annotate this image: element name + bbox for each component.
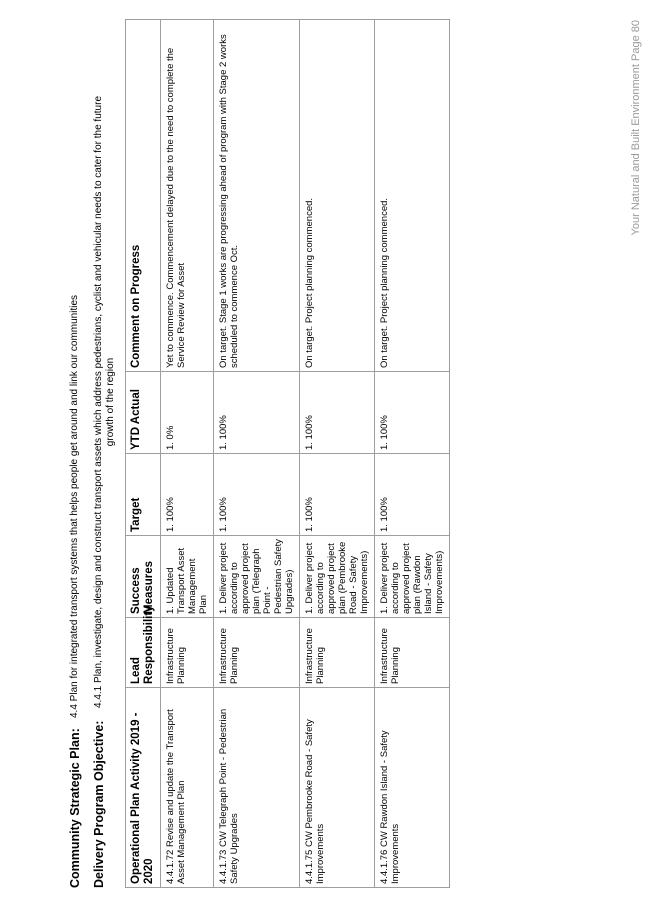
cell-comment: On target. Project planning commenced. — [375, 20, 450, 372]
cell-activity: 4.4.1.76 CW Rawdon Island - Safety Improvements — [375, 688, 450, 888]
program-objective-label: Delivery Program Objective: — [92, 720, 106, 888]
cell-activity: 4.4.1.75 CW Pembrooke Road - Safety Improvements — [300, 688, 375, 888]
operational-plan-table — [125, 19, 450, 888]
cell-ytd: 1. 100% — [375, 372, 450, 454]
header-target: Target — [126, 454, 161, 536]
program-objective-line-2: growth of the region — [105, 357, 116, 447]
cell-activity: 4.4.1.72 Revise and update the Transport Asset Management Plan — [161, 688, 214, 888]
program-objective-line-1: 4.4.1 Plan, investigate, design and construct transport assets which address pedestrians, cyclist and vehicular needs to cater for the future — [93, 95, 104, 708]
cell-activity: 4.4.1.73 CW Telegraph Point - Pedestrian Safety Upgrades — [214, 688, 300, 888]
cell-lead: Infrastructure Planning — [161, 618, 214, 688]
table-row — [375, 20, 450, 888]
cell-ytd: 1. 100% — [214, 372, 300, 454]
cell-target: 1. 100% — [300, 454, 375, 536]
cell-lead: Infrastructure Planning — [300, 618, 375, 688]
header-comment: Comment on Progress — [126, 20, 161, 372]
page-footer: Your Natural and Built Environment Page 80 — [630, 20, 642, 236]
cell-measures: 1. Updated Transport Asset Management Plan — [161, 536, 214, 618]
cell-comment: On target. Stage 1 works are progressing ahead of program with Stage 2 works scheduled to commence Oct. — [214, 20, 300, 372]
strategic-plan-value: 4.4 Plan for integrated transport systems that helps people get around and link our communities — [69, 294, 80, 718]
program-objective-value — [92, 96, 117, 708]
header-measures: Success Measures — [126, 536, 161, 618]
cell-lead: Infrastructure Planning — [375, 618, 450, 688]
cell-measures: 1. Deliver project according to approved project plan (Telegraph Point - Pedestrian Safety Upgrades) — [214, 536, 300, 618]
cell-ytd: 1. 100% — [300, 372, 375, 454]
strategic-plan-label: Community Strategic Plan: — [68, 728, 82, 888]
table-header-row — [126, 20, 161, 888]
cell-comment: Yet to commence. Commencement delayed due to the need to complete the Service Review for Asset — [161, 20, 214, 372]
cell-measures: 1. Deliver project according to approved project plan (Rawdon Island - Safety Improvements) — [375, 536, 450, 618]
program-objective-line — [92, 18, 117, 888]
header-activity: Operational Plan Activity 2019 - 2020 — [126, 688, 161, 888]
table-row — [161, 20, 214, 888]
header-lead: Lead Responsibility — [126, 618, 161, 688]
strategic-plan-line — [68, 18, 82, 888]
cell-target: 1. 100% — [161, 454, 214, 536]
cell-ytd: 1. 0% — [161, 372, 214, 454]
table-row — [300, 20, 375, 888]
table-row — [214, 20, 300, 888]
cell-measures: 1. Deliver project according to approved project plan (Pembrooke Road - Safety Improvements) — [300, 536, 375, 618]
header-ytd: YTD Actual — [126, 372, 161, 454]
cell-target: 1. 100% — [375, 454, 450, 536]
cell-target: 1. 100% — [214, 454, 300, 536]
rotated-page-content — [68, 18, 445, 888]
cell-comment: On target. Project planning commenced. — [300, 20, 375, 372]
cell-lead: Infrastructure Planning — [214, 618, 300, 688]
